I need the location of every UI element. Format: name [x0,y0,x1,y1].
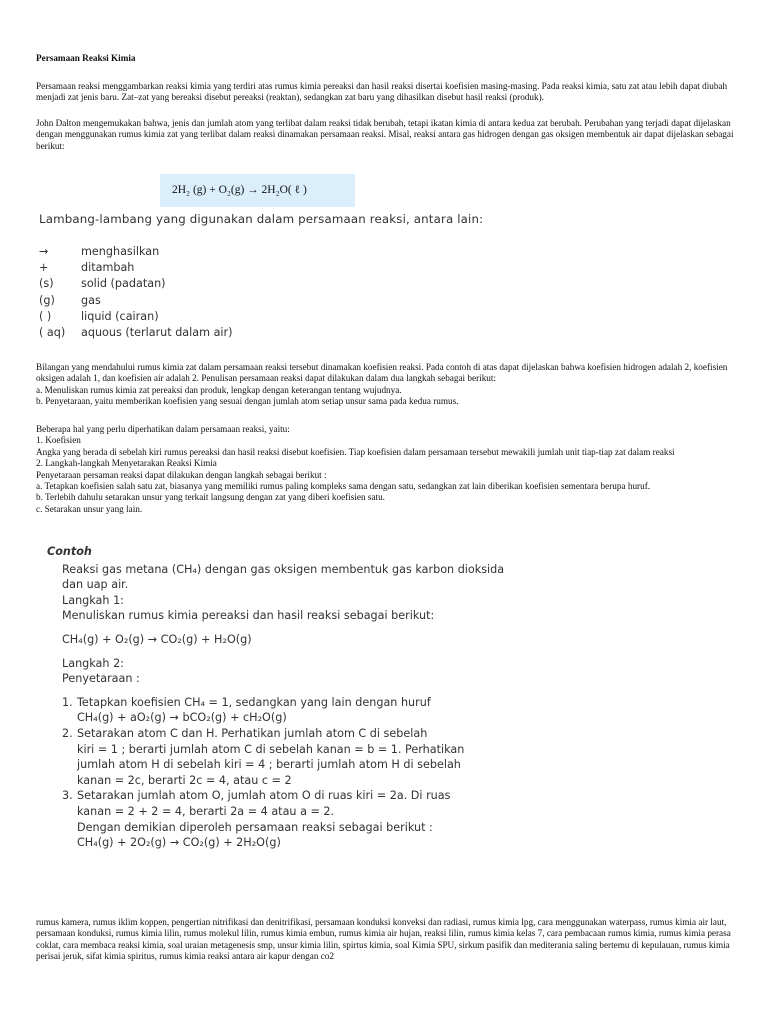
step1-equation: CH₄(g) + O₂(g) → CO₂(g) + H₂O(g) [62,632,252,646]
water-formation-equation: 2H₂ (g) + O₂(g) → 2H₂O( ℓ ) [172,184,307,196]
symbol-row [39,276,233,292]
related-keywords: rumus kamera, rumus iklim koppen, pengertian nitrifikasi dan denitrifikasi, persamaan konduksi konveksi dan radiasi, rumus kimia lpg, cara menggunakan waterpass, rumus kimia air laut, persamaan konduksi, rumus kimia lilin, rumus molekul lilin, rumus kimia embun, rumus kimia air hujan, reaksi lilin, rumus kimia kelas 7, cara pembacaan rumus kimia, rumus kimia perasa coklat, cara membaca reaksi kimia, soal uraian metagenesis smp, unsur kimia lilin, spirtus kimia, soal Kimia SPU, sirkum pasifik dan mediterania saling bertemu di kepulauan, rumus kimia perisai jeruk, sifat kimia spiritus, rumus kimia reaksi antara air kapur dengan co2 [36,917,731,962]
step-line: CH₄(g) + aO₂(g) → bCO₂(g) + cH₂O(g) [77,711,287,725]
symbols-list [39,244,233,341]
step-line: kanan = 2 + 2 = 4, berarti 2a = 4 atau a = 2. [77,804,335,818]
step-line: Setarakan atom C dan H. Perhatikan jumlah atom C di sebelah [77,726,428,740]
symbol-row [39,309,233,325]
step2-text: Penyetaraan : [62,672,140,686]
step-line: Tetapkan koefisien CH₄ = 1, sedangkan yang lain dengan huruf [77,695,431,709]
notes-paragraph [36,424,736,515]
symbol-meaning: liquid (cairan) [81,309,159,323]
paragraph-line: Beberapa hal yang perlu diperhatikan dalam persamaan reaksi, yaitu: [36,424,290,434]
step-line: kiri = 1 ; berarti jumlah atom C di sebelah kanan = b = 1. Perhatikan [77,742,465,756]
example-heading: Contoh [47,545,92,558]
symbol-row [39,293,233,309]
symbol-meaning: ditambah [81,261,135,275]
symbol: (s) [39,277,54,291]
paragraph-line: 1. Koefisien [36,435,81,446]
step-line: jumlah atom H di sebelah kiri = 4 ; berarti jumlah atom H di sebelah [77,758,461,772]
step-line: CH₄(g) + 2O₂(g) → CO₂(g) + 2H₂O(g) [77,836,281,850]
paragraph-line: Angka yang berada di sebelah kiri rumus pereaksi dan hasil reaksi disebut koefisien. Tiap koefisien dalam persamaan tersebut mewakili jumlah unit tiap-tiap zat dalam reaksi [36,446,675,457]
example-block [47,544,517,851]
balancing-step [47,788,517,850]
paragraph-line: a. Menuliskan rumus kimia zat pereaksi dan produk, lengkap dengan keterangan tentang wujudnya. [36,384,402,395]
paragraph-line: a. Tetapkan koefisien salah satu zat, biasanya yang memiliki rumus paling kompleks sama dengan satu, sedangkan zat lain diberikan koefisien sementara berupa huruf. [36,481,651,492]
symbol-meaning: menghasilkan [81,245,160,258]
symbol: ( ) [39,309,52,323]
example-intro: Reaksi gas metana (CH₄) dengan gas oksigen membentuk gas karbon dioksida dan uap air. [62,562,505,592]
step-line: Dengan demikian diperoleh persamaan reaksi sebagai berikut : [77,820,433,834]
balancing-step [47,695,517,726]
step2-label: Langkah 2: [62,656,124,670]
dalton-paragraph: John Dalton mengemukakan bahwa, jenis dan jumlah atom yang terlibat dalam reaksi tidak berubah, tetapi ikatan kimia di antara kedua zat berubah. Perubahan yang terjadi dapat dijelaskan dengan menggunakan rumus kimia zat yang terlibat dalam reaksi dinamakan persamaan reaksi. Misal, reaksi antara gas hidrogen dengan gas oksigen membentuk air dapat dijelaskan sebagai berikut: [36,118,734,151]
paragraph-line: Penyetaraan persaman reaksi dapat dilakukan dengan langkah sebagai berikut : [36,469,327,480]
paragraph-line: Bilangan yang mendahului rumus kimia zat dalam persamaan reaksi tersebut dinamakan koefisien reaksi. Pada contoh di atas dapat dijelaskan bahwa koefisien hidrogen adalah 2, koefisien oksigen adalah 1, dan koefisien air adalah 2. Penulisan persamaan reaksi dapat dilakukan dalam dua langkah sebagai berikut: [36,362,728,384]
symbol-meaning: aquous (terlarut dalam air) [81,326,233,340]
step-number: 3. [62,789,73,803]
symbol: ( aq) [39,326,66,340]
step1-label: Langkah 1: [62,593,124,607]
symbol-row [39,260,233,276]
symbol: → [39,245,49,258]
step-number: 1. [62,695,73,709]
step-line: Setarakan jumlah atom O, jumlah atom O di ruas kiri = 2a. Di ruas [77,789,451,803]
symbol: (g) [39,293,55,307]
balancing-step [47,726,517,788]
step1-text: Menuliskan rumus kimia pereaksi dan hasil reaksi sebagai berikut: [62,609,435,623]
page-title: Persamaan Reaksi Kimia [36,53,136,63]
symbol: + [39,261,49,275]
symbol-row [39,244,233,260]
intro-paragraph: Persamaan reaksi menggambarkan reaksi kimia yang terdiri atas rumus kimia pereaksi dan hasil reaksi disertai koefisien masing-masing. Pada reaksi kimia, satu zat atau lebih dapat diubah menjadi zat jenis baru. Zat–zat yang bereaksi disebut pereaksi (reaktan), sedangkan zat baru yang dihasilkan disebut hasil reaksi (produk). [36,81,728,103]
paragraph-line: b. Terlebih dahulu setarakan unsur yang terkait langsung dengan zat yang diberi koefisien satu. [36,492,385,503]
symbol-meaning: solid (padatan) [81,277,166,291]
symbols-heading: Lambang-lambang yang digunakan dalam persamaan reaksi, antara lain: [39,212,484,226]
step-line: kanan = 2c, berarti 2c = 4, atau c = 2 [77,773,292,787]
coefficient-paragraph [36,362,736,408]
paragraph-line: b. Penyetaraan, yaitu memberikan koefisien yang sesuai dengan jumlah atom setiap unsur sama pada kedua rumus. [36,396,459,407]
step-number: 2. [62,726,73,740]
symbol-row [39,325,233,341]
paragraph-line: 2. Langkah-langkah Menyetarakan Reaksi Kimia [36,458,217,469]
paragraph-line: c. Setarakan unsur yang lain. [36,503,143,514]
symbol-meaning: gas [81,293,101,307]
